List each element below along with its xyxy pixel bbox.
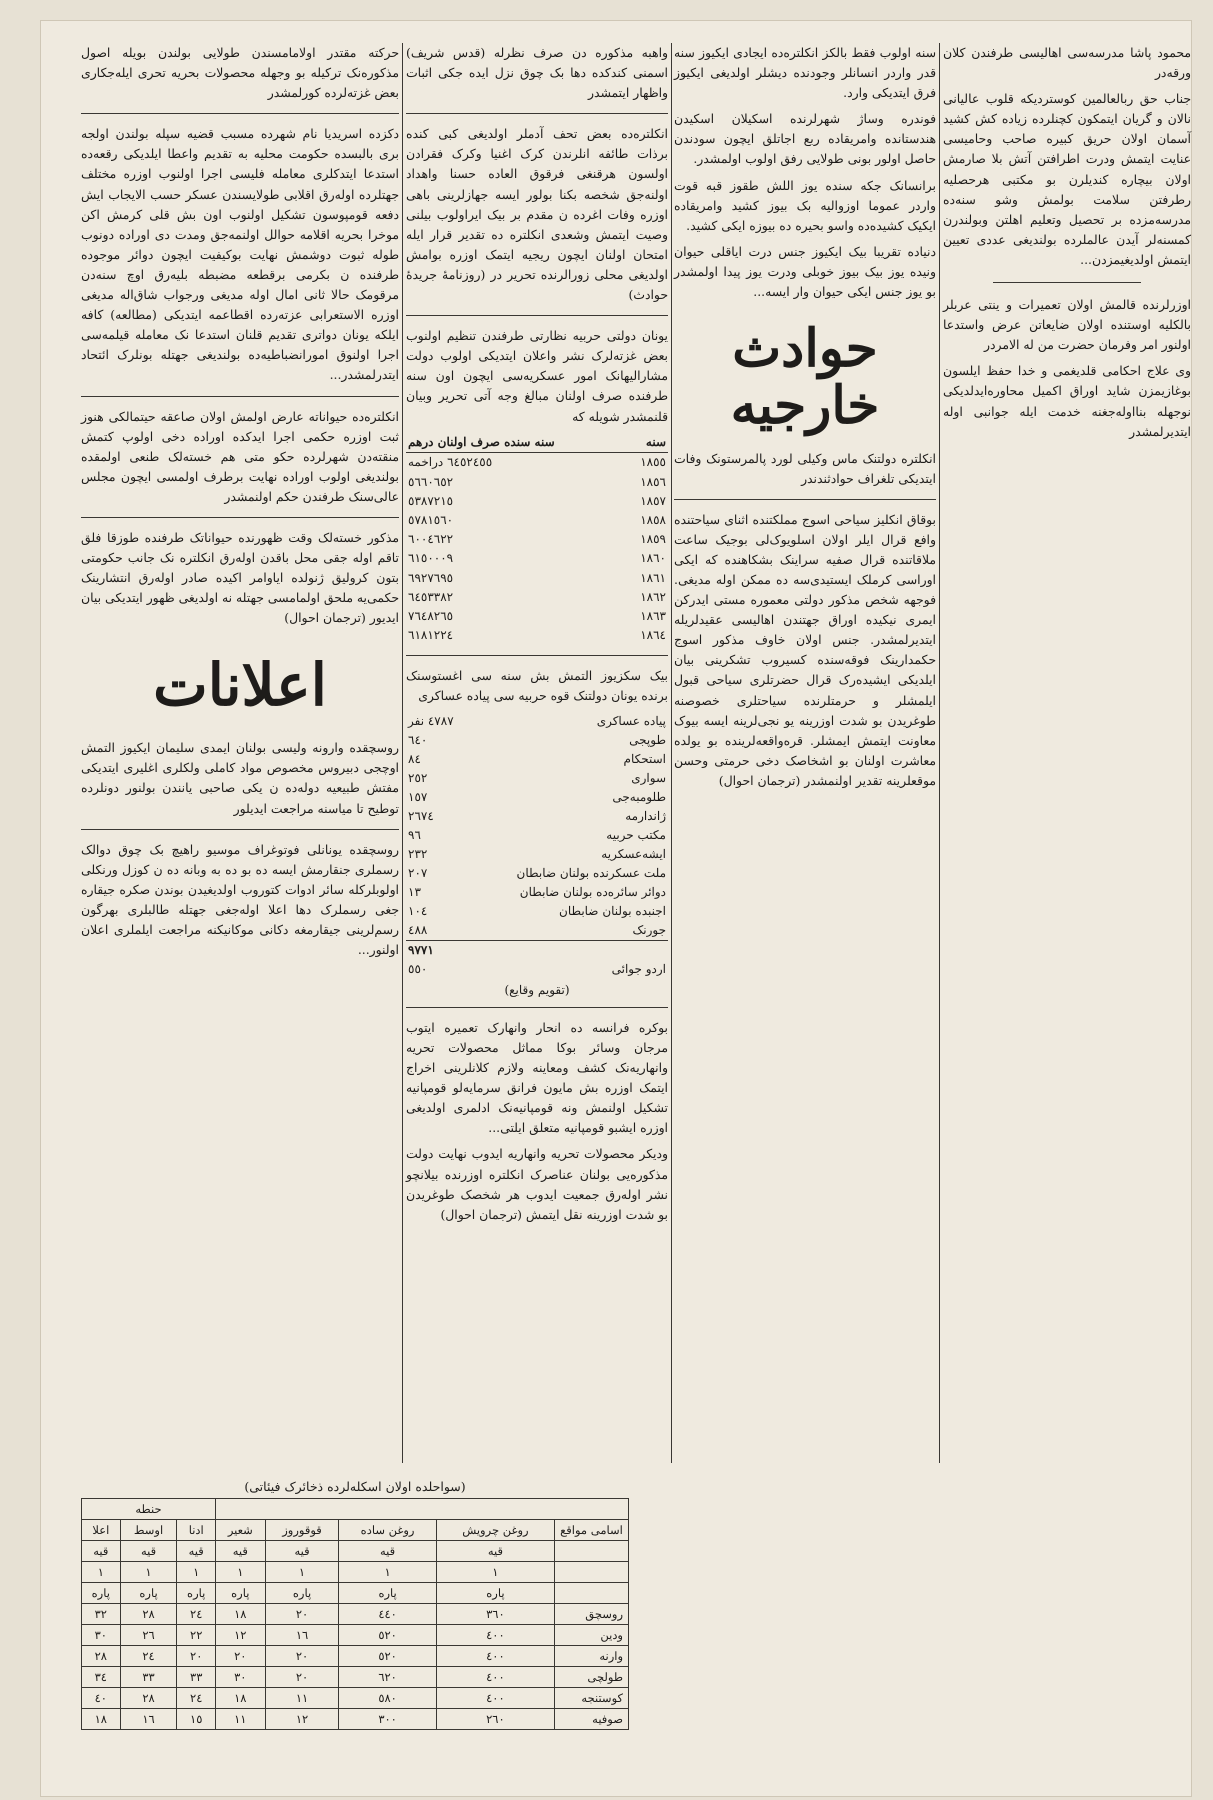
place-name: طولچی [555, 1667, 629, 1688]
price-cell: ٥٢٠ [339, 1625, 436, 1646]
price-cell: ٢٨ [120, 1688, 177, 1709]
price-cell: ٢٠ [265, 1667, 339, 1688]
advertisement: روسچقده یونانلی فوتوغراف موسیو راهیچ بک چوق دوالک رسملری جنقارمش ایسه ده بو ده به وبانه ده ن کوزل ورنکلی اولوبلرکله سائر ادوات کتوروب اولدیغیدن بوندن صکره جیقاره جغی رسملرک دها اعلا اوله‌جغی جهتله طالبلری بهرگون رسم‌لرینی جیقارمغه دکانی موکانیکنه مراجعت ایلملری اعلان اولنور... [81, 841, 399, 958]
amount-cell: ٦٩٢٧٦٩٥ [408, 570, 454, 585]
price-cell: ١١ [265, 1688, 339, 1709]
year-cell: ١٨٥٥ [640, 455, 666, 470]
paragraph: اوزرلرنده قالمش اولان تعمیرات و ینتی عربلر بالکلیه اوستنده اولان ضایعاتن عرض واستدعا اولنور امر وفرمان حضرت من له الامردر [943, 297, 1191, 353]
table-row [406, 530, 668, 549]
price-table [81, 1498, 629, 1730]
unit-count: ٤٧٨٧ نفر [408, 714, 454, 729]
price-cell: قیه [177, 1541, 216, 1562]
place-name: ودین [555, 1625, 629, 1646]
amount-cell: ٦١٨١٢٢٤ [408, 628, 454, 643]
unit-label: جورنک [632, 923, 666, 938]
table-row [406, 452, 668, 472]
price-table-block [81, 1479, 629, 1730]
unit-count: ١٣ [408, 885, 421, 900]
price-cell: ٢٠ [265, 1646, 339, 1667]
price-cell: ١٦ [120, 1709, 177, 1730]
table-row [406, 491, 668, 510]
table-row [406, 587, 668, 606]
column-rule [671, 43, 672, 1463]
paragraph: مذکور خسته‌لک وقت ظهورنده حیواناتک طرفنده طوزقا فلق تاقم اوله جقی محل باقدن اوله‌رق انکلتره نک جانب حکومتی بتون کرولیق ژنولده ایاوامر اکیده صادر اوله‌رق انتشارینک حکمی‌یه ملحق اولمامسی جهتله نه اولدیغی ظهور ایتدیکی بیان ایدیور (ترجمان احوال) [81, 529, 399, 626]
unit-count: ١٥٧ [408, 790, 428, 805]
amount-cell: ٦٤٥٢٤٥٥ دراخمه [408, 455, 493, 470]
column-3 [406, 43, 668, 1231]
divider [406, 113, 668, 114]
year-cell: ١٨٥٧ [640, 493, 666, 508]
total-label [470, 940, 668, 960]
paragraph: برانسانک جکه سنده یوز اللش طقوز قبه قوت واردر عموما اوزوالیه بک بیوز کشید وامریقاده ایکیک کشیده‌ده واسو بحیره ده بیوزه ایکی کشید. [674, 177, 936, 233]
price-cell: ٤٠٠ [436, 1688, 554, 1709]
price-cell [555, 1541, 629, 1562]
price-cell: ٣٠ [215, 1667, 265, 1688]
year-cell: ١٨٥٨ [640, 512, 666, 527]
divider [81, 829, 399, 830]
price-header-row [82, 1520, 629, 1541]
divider [406, 315, 668, 316]
amount-cell: ٦٤٥٣٣٨٢ [408, 589, 454, 604]
finance-table [406, 433, 668, 645]
table-row [406, 712, 668, 731]
paragraph: جناب حق ربالعالمین کوستردیکه قلوب عالیانی نالان و گریان ایتمکون کچنلرده زیاده کش کشید آسمان اولان حریق کبیره صاحب وحامیسی عنایت ایتمش ودرت اطرافتن آتش بلا صارمش اولان بیچاره کندیلرن بو مکتبی هرحصلیه رطرفتن سلامت بولمش وشو سنه‌ده مدرسه‌مزده بر تحصیل وتعلیم اهلتن وبولندرن کمسنه‌لر آیدن عالملرده بولندیغی عددی تعیین ایتمش اولدیغیمزدن... [943, 91, 1191, 267]
price-cell: ٢٨ [82, 1646, 121, 1667]
price-cell: ١ [265, 1562, 339, 1583]
unit-row [82, 1541, 629, 1562]
unit-label: اردو جوائی [611, 962, 666, 977]
price-cell: ٢٤ [120, 1646, 177, 1667]
year-cell: ١٨٦٣ [640, 608, 666, 623]
table-row [406, 864, 668, 883]
price-cell: قیه [339, 1541, 436, 1562]
price-cell: ٢٨ [120, 1604, 177, 1625]
price-cell: ٤٤٠ [339, 1604, 436, 1625]
blank-header [215, 1499, 628, 1520]
divider [674, 499, 936, 500]
price-cell: ١٢ [265, 1709, 339, 1730]
price-cell: قیه [82, 1541, 121, 1562]
table-row [406, 788, 668, 807]
table-row [406, 902, 668, 921]
year-cell: ١٨٦١ [640, 570, 666, 585]
price-cell: ٣٤ [82, 1667, 121, 1688]
unit-count: ٢٠٧ [408, 866, 428, 881]
paragraph: بوکره فرانسه ده انحار وانهارک تعمیره ایتوب مرجان وسائر بوکا مماثل محصولات تحریه وانهاریه‌نک کشف ومعاینه ولازم کلانلرینی اخراج ایتمک اوزره بش مایون فرانق سرمایه‌لو قومپانیه تشکیل اولنمش ونه قومپانیه‌نک ادلمری اولدیغی اوزره ایشبو قومپانیه متعلق ایلتی... [406, 1019, 668, 1136]
price-cell: ٢٦ [120, 1625, 177, 1646]
unit-count: ٥٥٠ [408, 962, 428, 977]
table-row [406, 826, 668, 845]
military-table [406, 712, 668, 979]
price-cell: پاره [339, 1583, 436, 1604]
unit-count: ٤٨٨ [408, 923, 428, 938]
amount-cell: ٦١٥٠٠٠٩ [408, 551, 454, 566]
unit-count: ٨٤ [408, 752, 421, 767]
table-row [406, 921, 668, 941]
price-row [82, 1625, 629, 1646]
price-cell: قیه [436, 1541, 554, 1562]
table-header-row [406, 433, 668, 453]
paragraph: انکلتره‌ده حیواناته عارض اولمش اولان صاعقه حیتمالکی هنوز ثبت اوزره حکمی اجرا ایدکده اوراده دخی اولوپ کتمش منقته‌دن شهرلرده حکو متی هم خسته‌لک طنعی اولمقده بولندیغی اولوب اوراده نهایت برطرف اولمسی ایچون مجلس عالی‌سنک طرفندن حکم اولنمشدر [81, 408, 399, 504]
place-name: کوستنجه [555, 1688, 629, 1709]
price-cell: ٣٣ [120, 1667, 177, 1688]
column-header: ادنا [177, 1520, 216, 1541]
amount-cell: ٥٧٨١٥٦٠ [408, 512, 454, 527]
price-cell: ٣٠ [82, 1625, 121, 1646]
column-2 [674, 43, 936, 797]
price-cell: قیه [120, 1541, 177, 1562]
price-cell: ١ [215, 1562, 265, 1583]
section-title-announcements: اعلانات [153, 651, 327, 720]
amount-cell: ٧٦٤٨٢٦٥ [408, 608, 454, 623]
unit-label: ژاندارمه [625, 809, 666, 824]
table-row [406, 606, 668, 625]
total-value: ٩٧٧١ [406, 940, 470, 960]
year-cell: ١٨٥٦ [640, 474, 666, 489]
price-cell: ٣٦٠ [436, 1604, 554, 1625]
unit-count: ٢٦٧٤ [408, 809, 434, 824]
unit-count: ٢٣٢ [408, 847, 428, 862]
divider [81, 113, 399, 114]
price-cell: ٢٠ [215, 1646, 265, 1667]
section-title-foreign-news: حوادث خارجیه [730, 318, 880, 437]
table-row [406, 510, 668, 529]
currency-row [82, 1583, 629, 1604]
table-row [406, 807, 668, 826]
column-header: اوسط [120, 1520, 177, 1541]
unit-count: ٩٦ [408, 828, 421, 843]
price-cell: ٥٢٠ [339, 1646, 436, 1667]
divider [81, 517, 399, 518]
column-rule [939, 43, 940, 1463]
column-header: شعیر [215, 1520, 265, 1541]
amount-cell: ٥٣٨٧٢١٥ [408, 493, 454, 508]
price-cell: پاره [120, 1583, 177, 1604]
price-row [82, 1709, 629, 1730]
paragraph: بوقاق انکلیز سیاحی اسوج مملکتنده اثنای سیاحتنده وافع قرال ایلر اولان اسلویوک‌لی بوجیک ساعت ملاقاتنده قرال صفیه سراینک بشکاهنده که ایکی اوراسی کرملک ایستیدی‌سه ده ممکن اوله مدیغی. فوجهه شخص مذکور دولتی معموره مستی ایدرکن ایمری نیکیده اوراق جهتندن اهالیسی عقیدلریله ایتدیرلمشدر. جنس اولان خاوف مذکور اسوج حکمدارینک فوقه‌سنده کسیروب تشکرینی بیان ایلدیکی ایشیده‌رک قرال حضرتلری سیاحی قبول ایلمشلر و حرمتلرنده سیاحتلری خصوصنه طوغریدن بو شدت اوزرینه یو نجی‌لرینه ایسه بیوک معاونت ایتمش ایمشلر. قره‌واقعه‌لرینده بو یولده معاشرت اولنان بو اشخاصک دخی حرمتی وحسن موقعلرینه تقدیر اولنمشدر (ترجمان احوال) [674, 511, 936, 788]
price-cell: ٣٠٠ [339, 1709, 436, 1730]
unit-label: طوپجی [629, 733, 666, 748]
paragraph: فوندره وساژ شهرلرنده اسکیلان اسکیدن هندستانده وامریقاده ربع اجاتلق ایچون سودندن حاصل اولور بونی طولایی رفق اولوب اولمشدر. [674, 111, 936, 167]
column-header: قوقوروز [265, 1520, 339, 1541]
price-cell: ١ [82, 1562, 121, 1583]
section-intro: انکلتره دولتنک ماس وکیلی لورد پالمرستونک وفات ایتدیکی تلغراف حوادثندندر [674, 450, 936, 486]
year-cell: ١٨٦٢ [640, 589, 666, 604]
price-cell: پاره [177, 1583, 216, 1604]
price-cell: ٤٠٠ [436, 1625, 554, 1646]
year-cell: ١٨٦٠ [640, 551, 666, 566]
paragraph: انکلتره‌ده بعض تحف آدملر اولدیغی کبی کنده برذات طائفه انلرندن کرک اغنیا وکرک فقرادن اولسون هرقنغی فرقوق العاده حسنا واهداد اولنه‌جق شخصه بکنا بولور ایسه جهازلرینی باهی اوزره وفات اغرده ن مقدم بر بیک ایراولوب بیلنی وصیت ایتمش وشعدی انکلتره ده تقدیر قرار ایله امتحان اولنان ایچون ریجیه ایتمک اوزره بوامش اولدیغی محلی زورالرنده تحریر در (روزنامۀ جریدۀ حوادث) [406, 126, 668, 303]
price-cell: ١٥ [177, 1709, 216, 1730]
unit-count: ١٠٤ [408, 904, 428, 919]
divider [406, 655, 668, 656]
wheat-group-header: حنطه [82, 1499, 216, 1520]
price-cell: ١ [339, 1562, 436, 1583]
price-cell: ٦٢٠ [339, 1667, 436, 1688]
paragraph: دکزده اسریدیا نام شهرده مسبب قضیه سپله بولندن اولجه بری بالبسده حکومت محلیه به تقدیم واعطا ایلدیکی رقعه‌ده استدعا ایتدکلری معامله فلیسی اجرا اولنوب اوزره مختلف جهتلرده اوله‌رق اقلابی طولایسندن عسکر حسب الایجاب ایش دفعه قومپوسون تشکیل اولنوب اون بش قلی کرمش اکن موخرا بحریه اقلامه حوالل اولنمه‌جق ومدت دی اوراده دونوب طوله ثبوت دوشمش نهایت بوکیفیت ایچون دوائر موجوده طرفنده ن بکرمی برقطعه مضبطه بلیه‌رق اوچ سنه‌دن مرقومک حالا ثانی امال اوله‌ مدیغی ورجواب شاق‌اله مدیغی اوزره الاستعرابی‌ عزته‌رده اقطاعمه ایتدیکی (مطالعه) کافه ایلکه یونان دواتری تقدیم قلنان استدعا نک معامله قیلمه‌سی اجرا اولنوق امورانضباطیه‌ده بولندیغی جهتله بونلرک ائتحاد ایتدرلمشدر... [81, 126, 399, 383]
price-cell: ٢٢ [177, 1625, 216, 1646]
column-header: روغن چرویش [436, 1520, 554, 1541]
paragraph: دنیاده تقریبا بیک ایکیوز جنس درت ایاقلی حیوان ونیده یوز بیک بیوز خوبلی ودرت یوز پیدا اولمشدر بو یوز جنس ایکی حیوان وار ایسه... [674, 243, 936, 300]
column-header: روغن ساده [339, 1520, 436, 1541]
place-name: صوفیه [555, 1709, 629, 1730]
table-row [406, 750, 668, 769]
amount-cell: ٥٦٦٠٦٥٢ [408, 474, 454, 489]
price-row [82, 1667, 629, 1688]
table-row [406, 549, 668, 568]
amount-header: سنه سنده صرف اولنان درهم [406, 433, 626, 453]
price-cell: پاره [265, 1583, 339, 1604]
divider [81, 396, 399, 397]
price-cell: پاره [215, 1583, 265, 1604]
column-header: اعلا [82, 1520, 121, 1541]
unit-label: مکتب حربیه [606, 828, 666, 843]
unit-count: ٢٥٢ [408, 771, 428, 786]
price-cell: ٢٦٠ [436, 1709, 554, 1730]
price-row [82, 1646, 629, 1667]
paragraph: واهبه مذکوره دن صرف نظرله (قدس شریف) اسمنی کندکده دها بک چوق نزل ایده جکی اثبات واظهار ایتمشدر [406, 45, 668, 101]
price-cell: ٣٢ [82, 1604, 121, 1625]
price-cell: ١ [436, 1562, 554, 1583]
year-cell: ١٨٥٩ [640, 532, 666, 547]
price-cell: ١١ [215, 1709, 265, 1730]
price-cell [555, 1562, 629, 1583]
price-table-title: (سواحلده اولان اسکله‌لرده ذخائرک فیئاتی) [244, 1479, 466, 1494]
column-header: اسامی مواقع [555, 1520, 629, 1541]
column-1 [943, 43, 1191, 448]
newspaper-page [40, 20, 1192, 1797]
paragraph: وی علاج احکامی قلدیغمی و خدا حفظ ایلسون بوغازیمزن شاید اوراق اکمیل محاوره‌ایدلدیکی نوجهله بنااوله‌جغنه خدمت ایله جوانبی اوله ایتدیرلمشدر [943, 363, 1191, 439]
unit-label: دوائر سائره‌ده بولنان ضابطان [519, 885, 666, 900]
price-cell: قیه [215, 1541, 265, 1562]
year-cell: ١٨٦٤ [640, 628, 666, 643]
price-cell: ٢٠ [265, 1604, 339, 1625]
unit-label: پیاده عساکری [596, 714, 666, 729]
unit-label: اجنبده بولنان ضابطان [559, 904, 666, 919]
price-cell: ٢٤ [177, 1688, 216, 1709]
price-row [82, 1604, 629, 1625]
price-row [82, 1688, 629, 1709]
price-cell: ٤٠٠ [436, 1667, 554, 1688]
price-cell: قیه [265, 1541, 339, 1562]
price-cell: ٤٠٠ [436, 1646, 554, 1667]
price-cell: ١ [177, 1562, 216, 1583]
table-row [406, 472, 668, 491]
table-row [406, 568, 668, 587]
table-row [406, 625, 668, 644]
column-rule [402, 43, 403, 1463]
unit-label: ایشه‌عسکریه [601, 847, 666, 862]
table-row [406, 731, 668, 750]
price-cell: ١٨ [215, 1604, 265, 1625]
column-4 [81, 43, 399, 966]
price-cell: ١٦ [265, 1625, 339, 1646]
year-header: سنه [626, 433, 668, 453]
price-cell: ٥٨٠ [339, 1688, 436, 1709]
price-cell: ١٢ [215, 1625, 265, 1646]
advertisement: روسچقده وارونه ولیسی بولنان ایمدی سلیمان ایکیوز التمش اوچجی دبیروس مخصوص مواد کاملی ولکلری اغلیری ایتدیکی مفتش طبیعیه دوله‌ده ن یکی صاحبی یانندن بولنور دونلرده توطیح تا میاسنه مراجعت ایدیلور [81, 740, 399, 816]
paragraph: ودیکر محصولات تحریه وانهاریه‌ ایدوب نهایت دولت مذکوره‌یی بولنان عناصرک انکلتره اوزرنده بیلانچو نشر اوله‌رق جمعیت ایدوب هر شخصک طوغریدن بو شدت اوزرینه نقل ایتمش (ترجمان احوال) [406, 1146, 668, 1222]
military-intro: بیک سکزیوز التمش بش سنه سی اغستوسنک برنده یونان دولتنک قوه حربیه سی پیاده عساکری [406, 667, 668, 703]
price-cell: ٤٠ [82, 1688, 121, 1709]
unit-label: طلومبه‌جی [612, 790, 666, 805]
price-cell: ٣٣ [177, 1667, 216, 1688]
paragraph: محمود پاشا مدرسه‌سی اهالیسی طرفندن کلان ورقه‌در [943, 45, 1191, 81]
place-name: وارنه [555, 1646, 629, 1667]
price-cell: پاره [82, 1583, 121, 1604]
price-cell: ١٨ [82, 1709, 121, 1730]
price-unit-label-row [82, 1499, 629, 1520]
divider [993, 282, 1142, 283]
price-cell: ١٨ [215, 1688, 265, 1709]
place-name: روسچق [555, 1604, 629, 1625]
price-cell: ٢٠ [177, 1646, 216, 1667]
price-cell: ٢٤ [177, 1604, 216, 1625]
table-row [406, 769, 668, 788]
price-cell: ١ [120, 1562, 177, 1583]
paragraph: یونان دولتی حربیه نظارتی طرفندن تنظیم اولنوب بعض غزته‌لرک نشر واعلان ایتدیکی اولوب دولت مشارالیهانک امور عسکریه‌سی ایچون اون سنه طرفنده صرف اولنان مبالغ وجه آتی تحریر وبیان قلنمشدر شویله که [406, 328, 668, 424]
paragraph: سنه اولوب فقط بالکز انکلتره‌ده ایجادی ایکیوز سنه قدر واردر انسانلر وجودنده دیشلر اولدیغی ایکیوز فرق ایتدیکی وارد. [674, 45, 936, 101]
total-row [406, 940, 668, 960]
unit-count: ٦٤٠ [408, 733, 428, 748]
unit-label: ملت عسکرنده بولنان ضابطان [516, 866, 666, 881]
table-row [406, 960, 668, 979]
divider [406, 1007, 668, 1008]
table-row [406, 845, 668, 864]
amount-cell: ٦٠٠٤٦٢٢ [408, 532, 454, 547]
quantity-row [82, 1562, 629, 1583]
unit-label: استحکام [623, 752, 666, 767]
paragraph: حرکته مقتدر اولامامسندن طولایی بولندن بویله اصول مذکوره‌نک ترکیله بو وجهله محصولات بحریه تحری ایله‌جکاری بعض غزته‌لرده کورلمشدر [81, 45, 399, 101]
price-cell: پاره [436, 1583, 554, 1604]
unit-label: سواری [631, 771, 666, 786]
price-cell [555, 1583, 629, 1604]
table-row [406, 883, 668, 902]
source-label: (تقویم وقایع) [504, 982, 570, 997]
